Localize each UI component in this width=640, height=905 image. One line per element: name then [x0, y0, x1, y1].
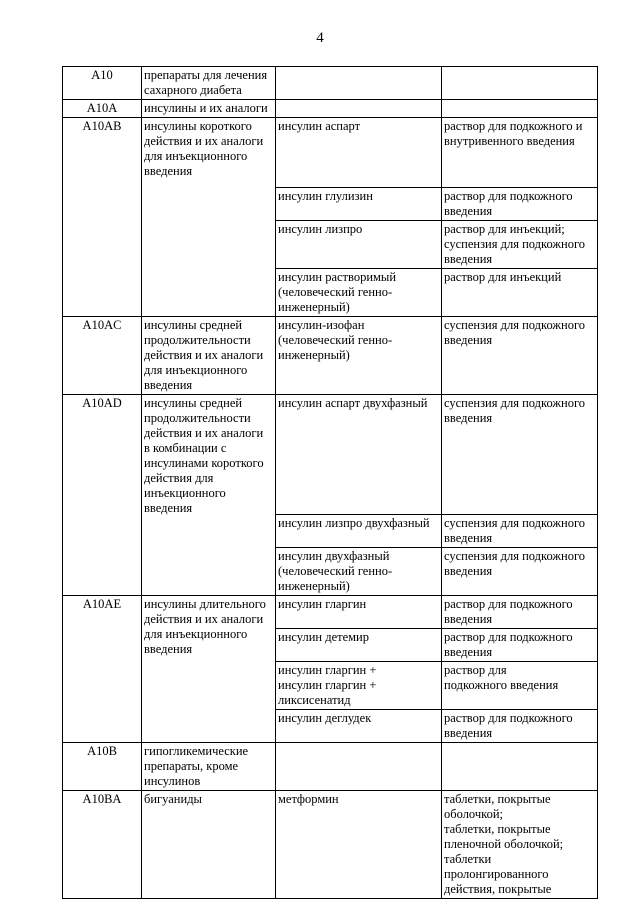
dosage-form-cell: раствор для подкожного введения	[442, 662, 598, 710]
drug-name-cell: инсулин гларгин	[276, 596, 442, 629]
dosage-form-cell: суспензия для подкожного введения	[442, 317, 598, 395]
atc-code-cell: А10А	[63, 100, 142, 118]
drug-name-cell	[276, 743, 442, 791]
atc-code-cell: A10B	[63, 743, 142, 791]
dosage-form-cell	[442, 743, 598, 791]
drug-name-cell: инсулин-изофан (человеческий генно- инженерный)	[276, 317, 442, 395]
table-row	[63, 395, 598, 515]
group-cell: препараты для лечения сахарного диабета	[142, 67, 276, 100]
group-cell: инсулины короткого действия и их аналоги для инъекционного введения	[142, 118, 276, 317]
atc-code-cell: A10AD	[63, 395, 142, 596]
drug-name-cell	[276, 100, 442, 118]
dosage-form-cell: раствор для инъекций	[442, 269, 598, 317]
group-cell: инсулины длительного действия и их аналоги для инъекционного введения	[142, 596, 276, 743]
dosage-form-cell: суспензия для подкожного введения	[442, 515, 598, 548]
table-row	[63, 317, 598, 395]
table-row	[63, 67, 598, 100]
dosage-form-cell: таблетки, покрытые оболочкой; таблетки, покрытые пленочной оболочкой; таблетки пролонгированного действия, покрытые	[442, 791, 598, 899]
dosage-form-cell: суспензия для подкожного введения	[442, 548, 598, 596]
dosage-form-cell: раствор для инъекций; суспензия для подкожного введения	[442, 221, 598, 269]
group-cell: бигуаниды	[142, 791, 276, 899]
drug-name-cell: инсулин детемир	[276, 629, 442, 662]
table-row	[63, 118, 598, 188]
dosage-form-cell: раствор для подкожного введения	[442, 710, 598, 743]
group-cell: инсулины и их аналоги	[142, 100, 276, 118]
group-cell: гипогликемические препараты, кроме инсулинов	[142, 743, 276, 791]
atc-code-cell: A10AB	[63, 118, 142, 317]
drug-name-cell: инсулин аспарт двухфазный	[276, 395, 442, 515]
drug-name-cell: инсулин глулизин	[276, 188, 442, 221]
drug-name-cell: инсулин растворимый (человеческий генно- инженерный)	[276, 269, 442, 317]
drug-name-cell: инсулин аспарт	[276, 118, 442, 188]
drug-name-cell: метформин	[276, 791, 442, 899]
drug-name-cell: инсулин двухфазный (человеческий генно- инженерный)	[276, 548, 442, 596]
atc-code-cell: A10AC	[63, 317, 142, 395]
dosage-form-cell: раствор для подкожного введения	[442, 629, 598, 662]
group-cell: инсулины средней продолжительности действия и их аналоги в комбинации с инсулинами короткого действия для инъекционного введения	[142, 395, 276, 596]
table-row	[63, 100, 598, 118]
drug-name-cell	[276, 67, 442, 100]
drug-name-cell: инсулин гларгин + инсулин гларгин + ликсисенатид	[276, 662, 442, 710]
drug-name-cell: инсулин лизпро двухфазный	[276, 515, 442, 548]
drug-table	[62, 66, 598, 899]
table-row	[63, 743, 598, 791]
drug-name-cell: инсулин лизпро	[276, 221, 442, 269]
atc-code-cell: А10	[63, 67, 142, 100]
dosage-form-cell	[442, 67, 598, 100]
atc-code-cell: A10BA	[63, 791, 142, 899]
dosage-form-cell: раствор для подкожного введения	[442, 188, 598, 221]
dosage-form-cell: суспензия для подкожного введения	[442, 395, 598, 515]
dosage-form-cell	[442, 100, 598, 118]
table-row	[63, 791, 598, 899]
dosage-form-cell: раствор для подкожного введения	[442, 596, 598, 629]
table-row	[63, 596, 598, 629]
atc-code-cell: A10AE	[63, 596, 142, 743]
group-cell: инсулины средней продолжительности действия и их аналоги для инъекционного введения	[142, 317, 276, 395]
dosage-form-cell: раствор для подкожного и внутривенного введения	[442, 118, 598, 188]
drug-name-cell: инсулин деглудек	[276, 710, 442, 743]
page-number: 4	[316, 30, 324, 46]
